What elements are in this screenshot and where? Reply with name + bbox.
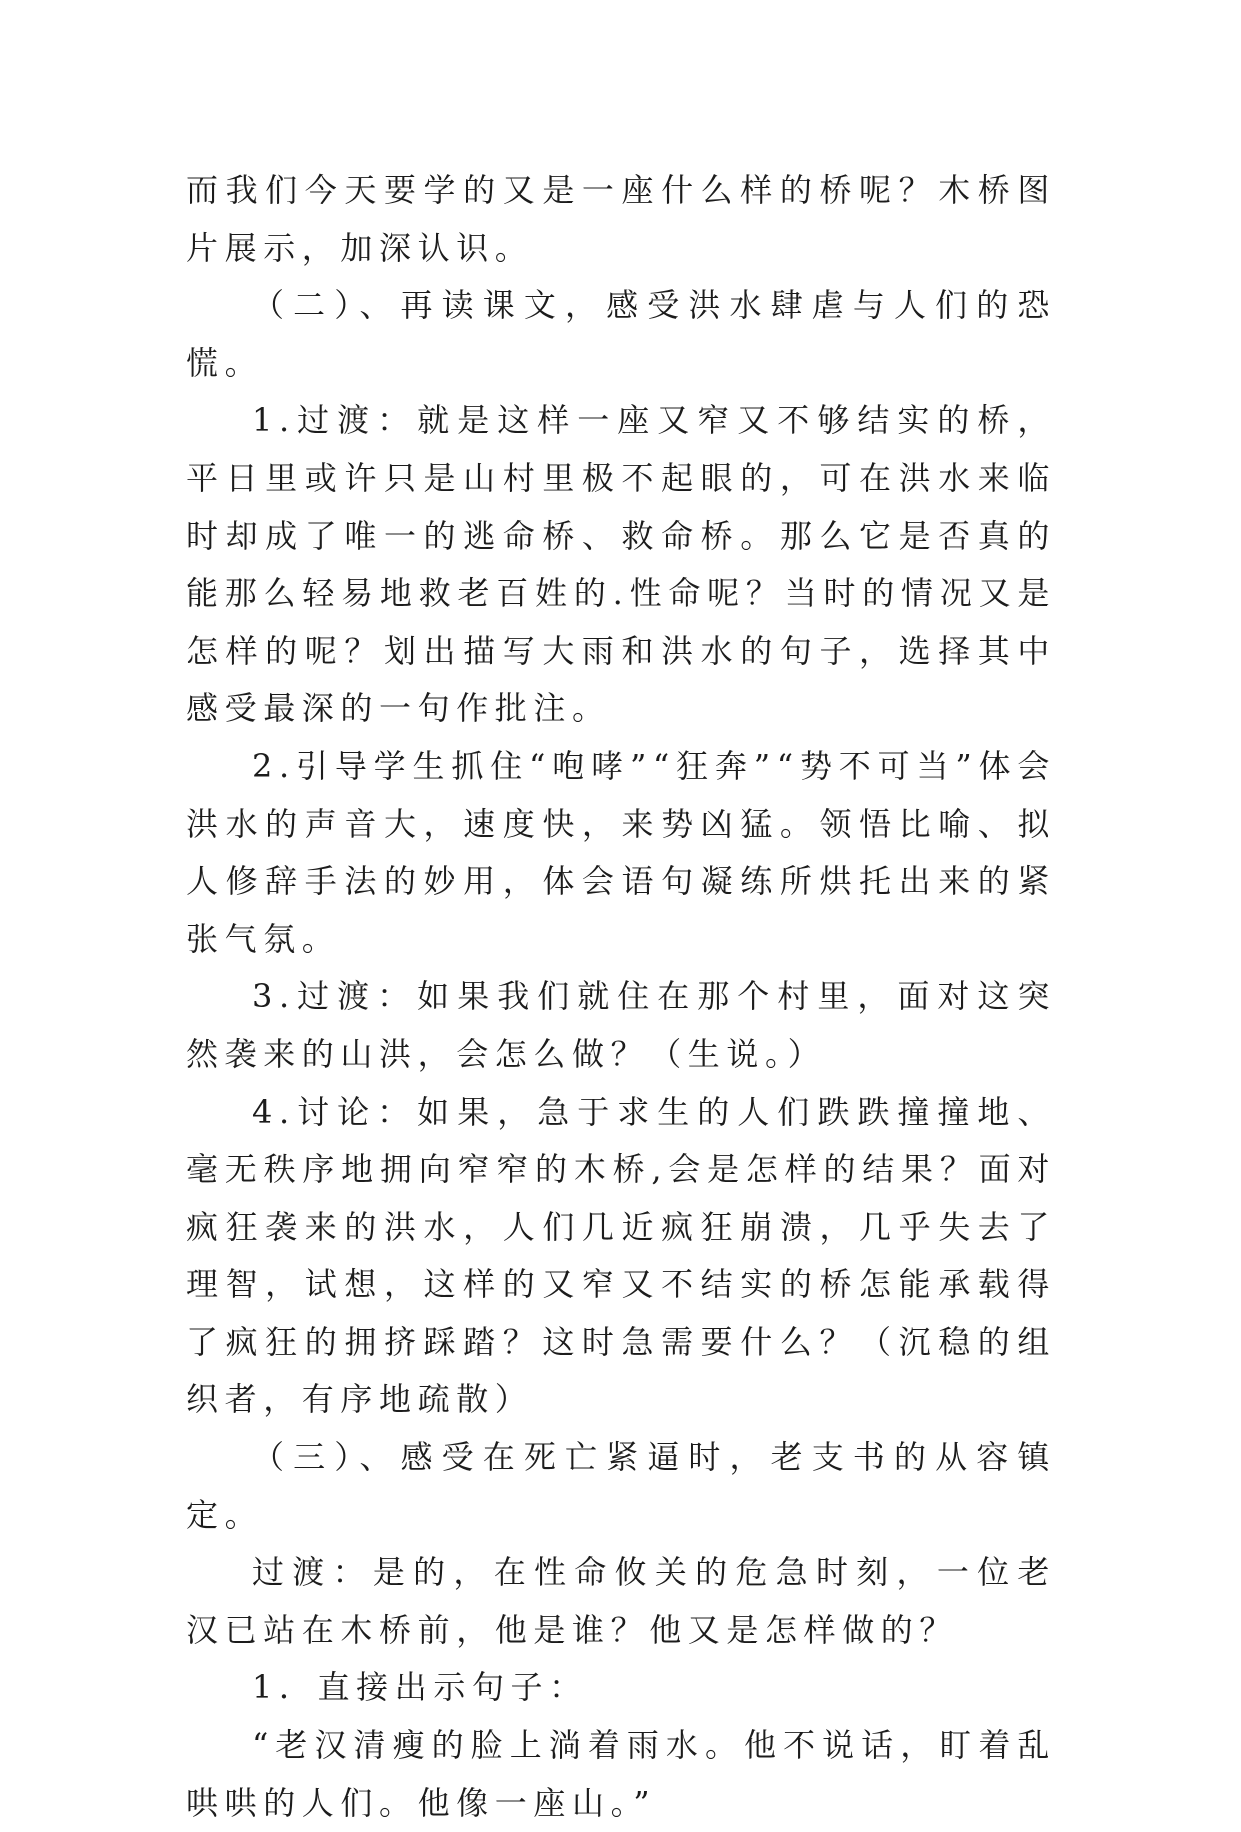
paragraph-quote: “老汉清瘦的脸上淌着雨水。他不说话，盯着乱哄哄的人们。他像一座山。” <box>186 1726 1056 1822</box>
paragraph-discussion-4: 4.讨论：如果，急于求生的人们跌跌撞撞地、毫无秩序地拥向窄窄的木桥,会是怎样的结果？面对疯狂袭来的洪水，人们几近疯狂崩溃，几乎失去了理智，试想，这样的又窄又不结实的桥怎能承载得了疯狂的拥挤踩踏？这时急需要什么？（沉稳的组织者，有序地疏散） <box>186 1092 1056 1419</box>
paragraph-transition-3: 3.过渡：如果我们就住在那个村里，面对这突然袭来的山洪，会怎么做？（生说。） <box>186 977 1056 1073</box>
paragraph-guide-2: 2.引导学生抓住“咆哮”“狂奔”“势不可当”体会洪水的声音大，速度快，来势凶猛。领悟比喻、拟人修辞手法的妙用，体会语句凝练所烘托出来的紧张气氛。 <box>186 746 1056 958</box>
section-heading-2: （二）、再读课文，感受洪水肆虐与人们的恐慌。 <box>186 286 1056 382</box>
paragraph-transition-1: 1.过渡：就是这样一座又窄又不够结实的桥，平日里或许只是山村里极不起眼的，可在洪水来临时却成了唯一的逃命桥、救命桥。那么它是否真的能那么轻易地救老百姓的.性命呢？当时的情况又是怎样的呢？划出描写大雨和洪水的句子，选择其中感受最深的一句作批注。 <box>186 401 1056 728</box>
paragraph-transition: 过渡：是的，在性命攸关的危急时刻，一位老汉已站在木桥前，他是谁？他又是怎样做的？ <box>186 1553 1056 1649</box>
section-heading-3: （三）、感受在死亡紧逼时，老支书的从容镇定。 <box>186 1438 1056 1534</box>
paragraph-1: 而我们今天要学的又是一座什么样的桥呢？木桥图片展示，加深认识。 <box>186 171 1056 267</box>
paragraph-show-sentence-1: 1．直接出示句子： <box>252 1668 588 1707</box>
document-body <box>186 162 1056 1832</box>
